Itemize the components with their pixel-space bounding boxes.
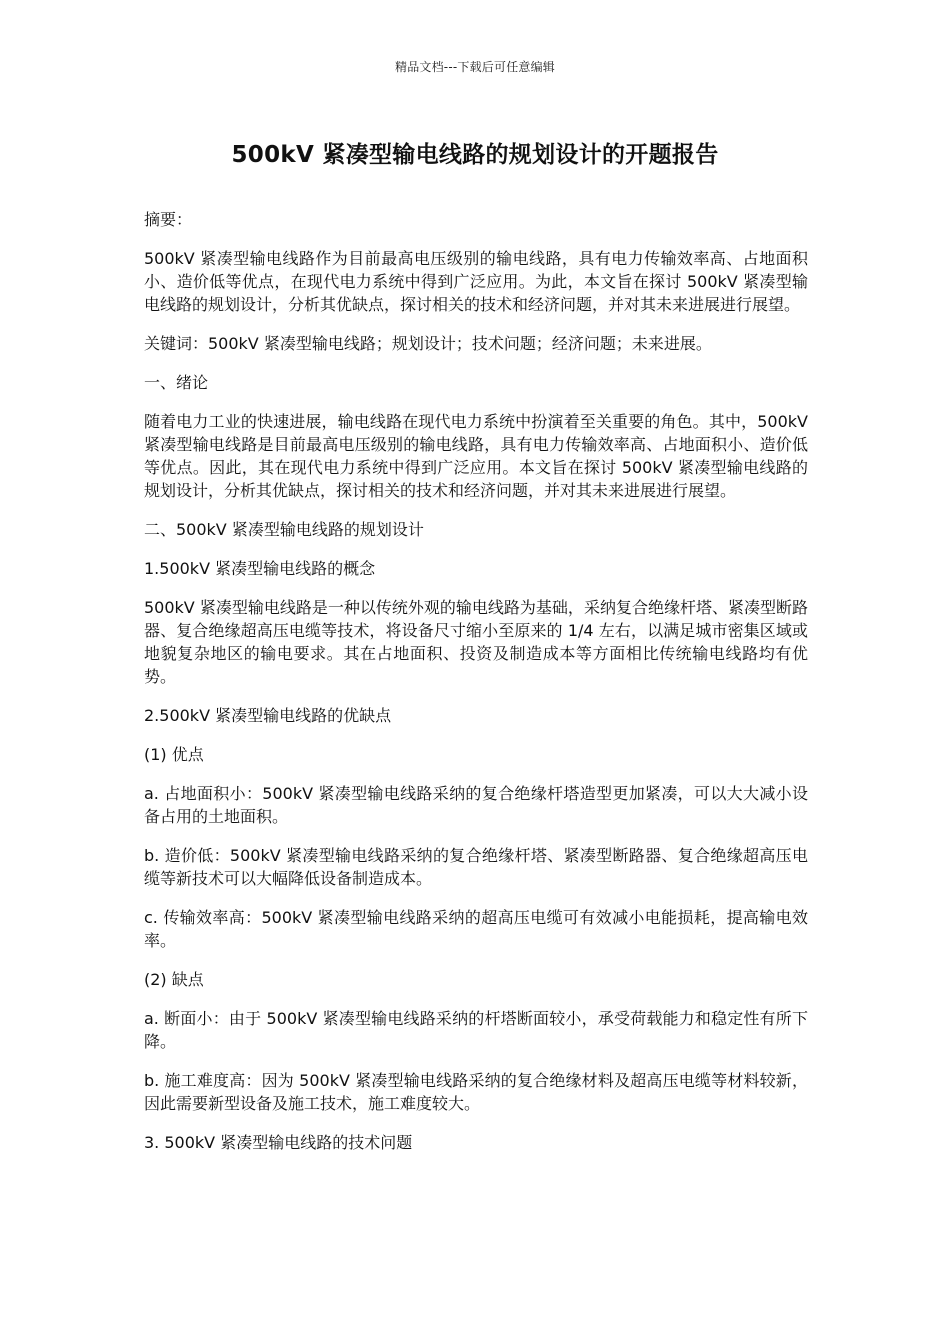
subsection-heading-concept: 1.500kV 紧凑型输电线路的概念	[144, 559, 376, 578]
advantage-item-a: a. 占地面积小：500kV 紧凑型输电线路采纳的复合绝缘杆塔造型更加紧凑，可以大大减小设备占用的土地面积。	[144, 784, 808, 826]
keywords-paragraph: 关键词：500kV 紧凑型输电线路；规划设计；技术问题；经济问题；未来进展。	[144, 334, 712, 353]
disadvantages-heading: (2) 缺点	[144, 970, 204, 989]
document-body	[144, 208, 808, 1170]
advantages-heading: (1) 优点	[144, 745, 204, 764]
section-heading-planning-design: 二、500kV 紧凑型输电线路的规划设计	[144, 520, 424, 539]
document-title: 500kV 紧凑型输电线路的规划设计的开题报告	[231, 142, 719, 168]
concept-paragraph: 500kV 紧凑型输电线路是一种以传统外观的输电线路为基础，采纳复合绝缘杆塔、紧凑型断路器、复合绝缘超高压电缆等技术，将设备尺寸缩小至原来的 1/4 左右，以满足城市密集区域或地貌复杂地区的输电要求。其在占地面积、投资及制造成本等方面相比传统输电线路均有优势。	[144, 598, 808, 686]
subsection-heading-pros-cons: 2.500kV 紧凑型输电线路的优缺点	[144, 706, 392, 725]
disadvantage-item-a: a. 断面小：由于 500kV 紧凑型输电线路采纳的杆塔断面较小，承受荷载能力和稳定性有所下降。	[144, 1009, 808, 1051]
abstract-paragraph: 500kV 紧凑型输电线路作为目前最高电压级别的输电线路，具有电力传输效率高、占地面积小、造价低等优点，在现代电力系统中得到广泛应用。为此，本文旨在探讨 500kV 紧凑型输电线路的规划设计，分析其优缺点，探讨相关的技术和经济问题，并对其未来进展进行展望。	[144, 249, 808, 314]
section-heading-introduction: 一、绪论	[144, 373, 209, 392]
disadvantage-item-b: b. 施工难度高：因为 500kV 紧凑型输电线路采纳的复合绝缘材料及超高压电缆等材料较新，因此需要新型设备及施工技术，施工难度较大。	[144, 1071, 808, 1113]
page-header: 精品文档---下载后可任意编辑	[395, 60, 555, 74]
advantage-item-b: b. 造价低：500kV 紧凑型输电线路采纳的复合绝缘杆塔、紧凑型断路器、复合绝缘超高压电缆等新技术可以大幅降低设备制造成本。	[144, 846, 808, 888]
introduction-paragraph: 随着电力工业的快速进展，输电线路在现代电力系统中扮演着至关重要的角色。其中，500kV 紧凑型输电线路是目前最高电压级别的输电线路，具有电力传输效率高、占地面积小、造价低等优点。因此，其在现代电力系统中得到广泛应用。本文旨在探讨 500kV 紧凑型输电线路的规划设计，分析其优缺点，探讨相关的技术和经济问题，并对其未来进展进行展望。	[144, 412, 808, 500]
advantage-item-c: c. 传输效率高：500kV 紧凑型输电线路采纳的超高压电缆可有效减小电能损耗，提高输电效率。	[144, 908, 808, 950]
subsection-heading-technical-issues: 3. 500kV 紧凑型输电线路的技术问题	[144, 1133, 413, 1152]
abstract-heading: 摘要：	[144, 210, 193, 229]
